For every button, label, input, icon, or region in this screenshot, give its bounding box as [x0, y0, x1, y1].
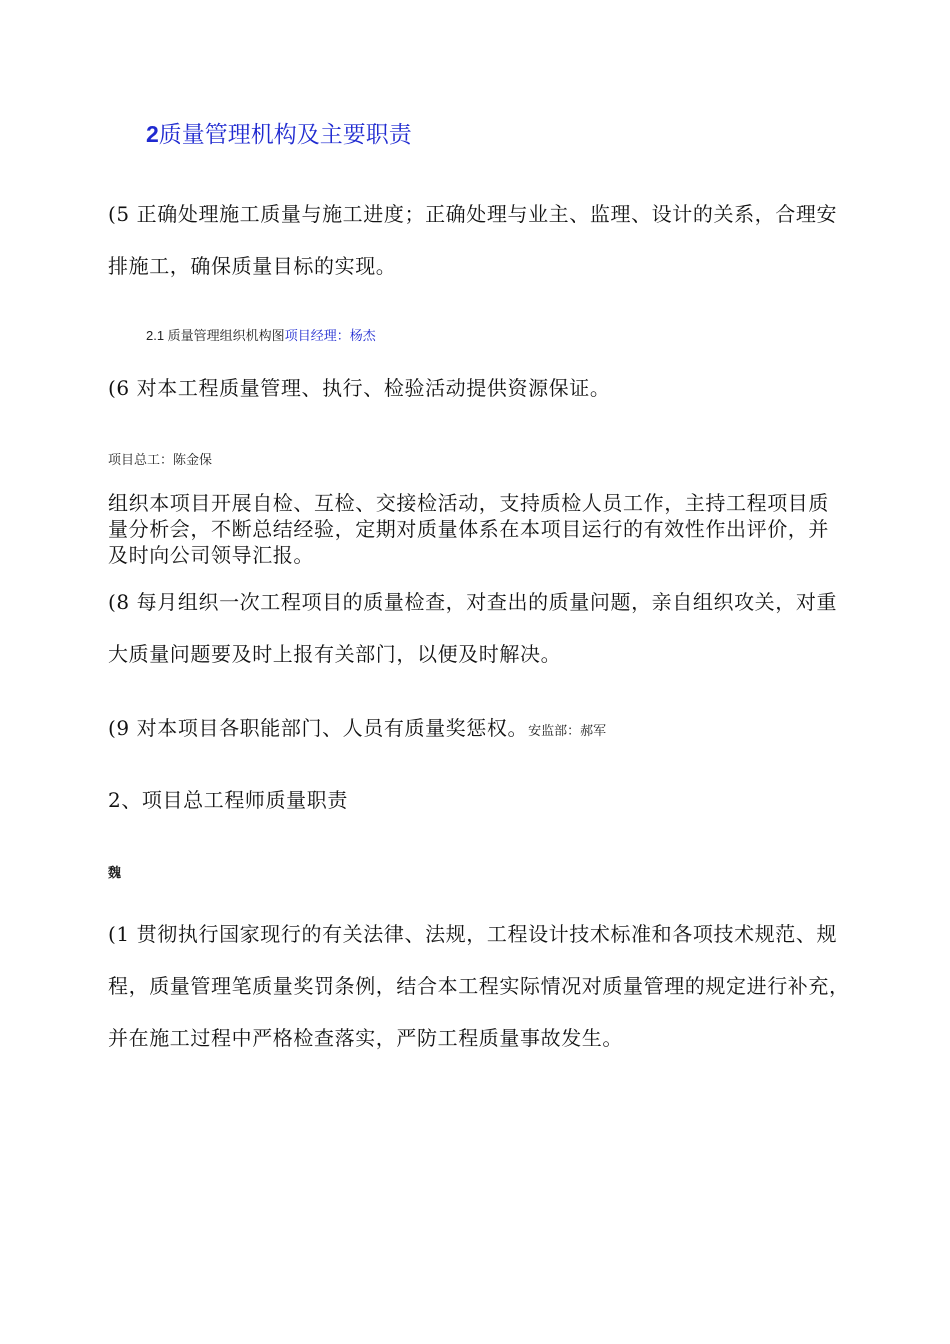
- project-manager: 项目经理：杨杰: [284, 328, 376, 343]
- wei-label: 魏: [108, 866, 122, 881]
- item1-line2: 程，质量管理笔质量奖罚条例，结合本工程实际情况对质量管理的规定进行补充，: [108, 974, 850, 998]
- section-21-label: 2.1 质量管理组织机构图: [146, 328, 285, 343]
- section-2-title: 2、项目总工程师质量职责: [108, 788, 348, 812]
- item7-line1: 组织本项目开展自检、互检、交接检活动，支持质检人员工作，主持工程项目质: [108, 491, 829, 515]
- item5-line1: (5 正确处理施工质量与施工进度；正确处理与业主、监理、设计的关系，合理安: [108, 202, 838, 226]
- section-heading: [146, 116, 412, 149]
- item1-line1: (1 贯彻执行国家现行的有关法律、法规，工程设计技术标准和各项技术规范、规: [108, 922, 838, 946]
- item9-line: [108, 712, 606, 741]
- item9: (9 对本项目各职能部门、人员有质量奖惩权。: [108, 716, 529, 740]
- heading-title: 质量管理机构及主要职责: [158, 122, 412, 148]
- item8-line1: (8 每月组织一次工程项目的质量检查，对查出的质量问题，亲自组织攻关，对重: [108, 590, 838, 614]
- item8-line2: 大质量问题要及时上报有关部门，以便及时解决。: [108, 642, 562, 666]
- item5-line2: 排施工，确保质量目标的实现。: [108, 254, 397, 278]
- heading-number: 2: [146, 121, 159, 147]
- item1-line3: 并在施工过程中严格检查落实，严防工程质量事故发生。: [108, 1026, 623, 1050]
- safety-dept: 安监部：郝军: [528, 724, 607, 739]
- item7-line2: 量分析会，不断总结经验，定期对质量体系在本项目运行的有效性作出评价，并: [108, 517, 829, 541]
- org-chart-line: [146, 325, 376, 344]
- item6: (6 对本工程质量管理、执行、检验活动提供资源保证。: [108, 376, 611, 400]
- chief-engineer: 项目总工：陈金保: [108, 453, 213, 468]
- item7-line3: 及时向公司领导汇报。: [108, 543, 314, 567]
